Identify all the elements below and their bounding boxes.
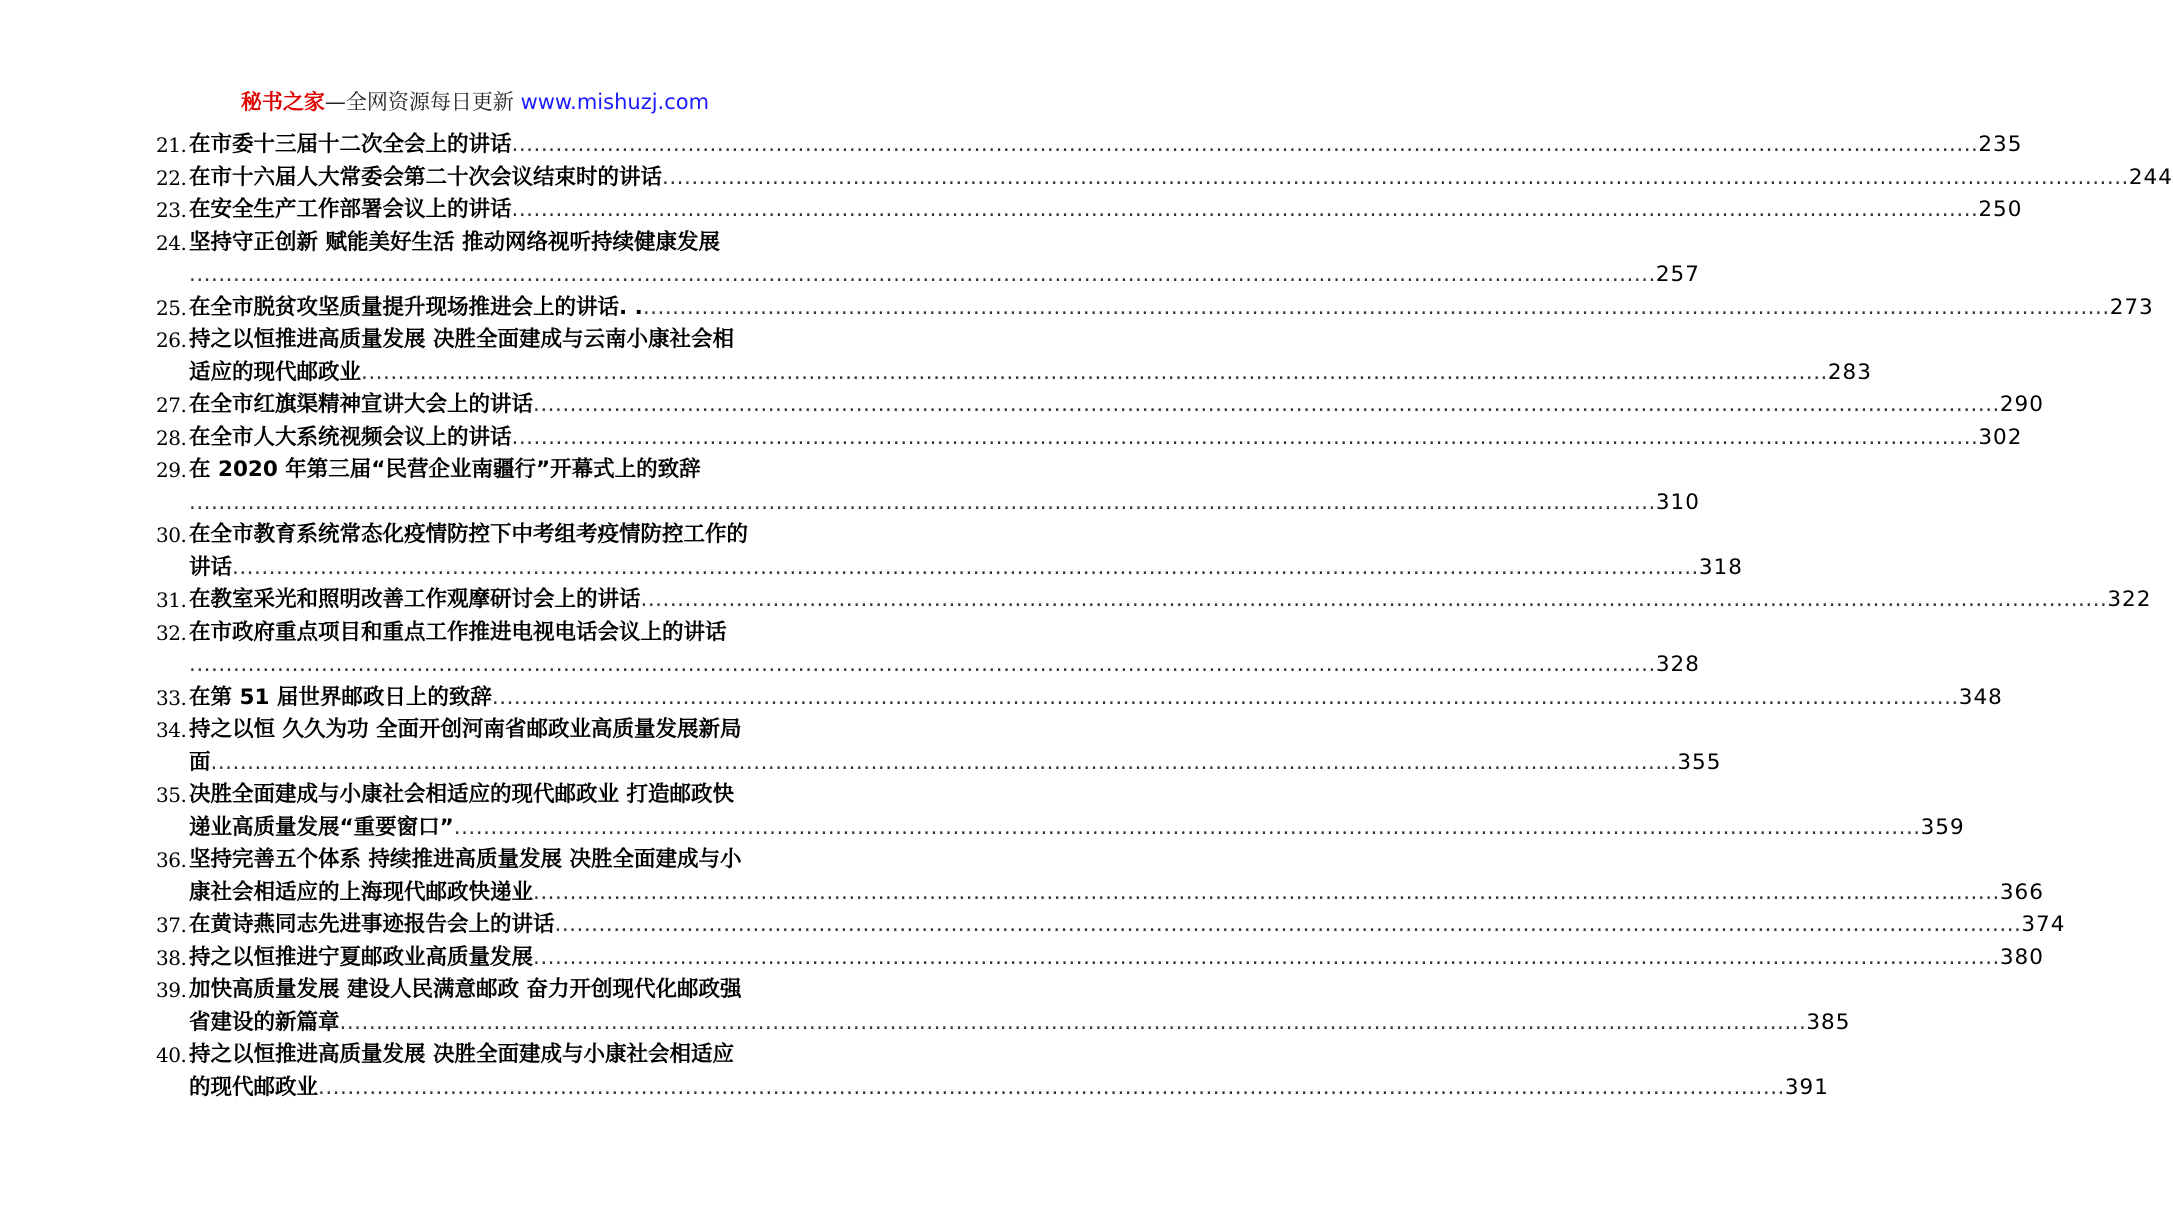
toc-entry-title: 坚持守正创新 赋能美好生活 推动网络视听持续健康发展 xyxy=(189,229,720,255)
toc-dot-leader: ........................................................................................................................................................................................................ xyxy=(189,262,1656,287)
toc-entry[interactable] xyxy=(0,129,2023,162)
toc-page-number: 244 xyxy=(2128,164,2173,190)
toc-entry-number: 22. xyxy=(156,165,187,190)
toc-entry-number: 21. xyxy=(156,133,187,157)
toc-entry-title-line xyxy=(189,519,757,552)
toc-entry-last-line xyxy=(189,649,1700,682)
toc-entry-title: 在全市脱贫攻坚质量提升现场推进会上的讲话. . xyxy=(189,294,643,320)
header-brand: 秘书之家 xyxy=(240,90,325,114)
toc-entry-number: 35. xyxy=(156,783,187,807)
toc-entry-title-line xyxy=(189,714,757,747)
toc-entry-last-line xyxy=(189,1007,1851,1040)
toc-page-number: 328 xyxy=(1655,652,1700,677)
toc-dot-leader: ........................................................................................................................................................................................................ xyxy=(491,684,1959,710)
toc-entry-last-line xyxy=(189,292,2154,325)
toc-entry-title-line xyxy=(189,1039,757,1072)
toc-dot-leader: ........................................................................................................................................................................................................ xyxy=(511,132,1979,157)
toc-dot-leader: ........................................................................................................................................................................................................ xyxy=(533,944,2000,970)
toc-page-number: 366 xyxy=(1999,879,2044,905)
toc-entry-title-line xyxy=(189,227,757,260)
toc-dot-leader: ........................................................................................................................................................................................................ xyxy=(642,294,2110,320)
toc-entry[interactable] xyxy=(0,454,1700,519)
toc-entry-title: 省建设的新篇章 xyxy=(189,1009,340,1035)
toc-entry-title-line xyxy=(189,617,757,650)
toc-entry-last-line xyxy=(189,389,2044,422)
toc-entry-number: 36. xyxy=(156,848,187,872)
toc-entry-last-line xyxy=(189,357,1872,390)
toc-dot-leader: ........................................................................................................................................................................................................ xyxy=(662,164,2129,190)
toc-entry-last-line xyxy=(189,487,1700,520)
toc-entry-number: 23. xyxy=(156,198,187,222)
toc-entry[interactable] xyxy=(0,714,1722,779)
toc-entry[interactable] xyxy=(0,584,2152,617)
toc-entry-number: 39. xyxy=(156,978,187,1002)
toc-entry-last-line xyxy=(189,584,2152,617)
toc-entry-number: 27. xyxy=(156,393,187,417)
toc-entry-number: 40. xyxy=(156,1043,187,1067)
page-header xyxy=(0,88,950,116)
toc-entry-last-line xyxy=(189,422,2023,455)
toc-entry-number: 28. xyxy=(156,425,187,450)
toc-page-number: 273 xyxy=(2109,294,2154,320)
toc-entry-title: 递业高质量发展“重要窗口” xyxy=(189,814,454,840)
toc-entry[interactable] xyxy=(0,844,2044,909)
toc-entry-number: 38. xyxy=(156,945,187,970)
toc-dot-leader: ........................................................................................................................................................................................................ xyxy=(210,749,1678,775)
toc-page-number: 318 xyxy=(1698,554,1743,580)
toc-entry-last-line xyxy=(189,129,2023,162)
toc-entry-number: 31. xyxy=(156,588,187,612)
toc-entry-last-line xyxy=(189,942,2044,975)
toc-entry-last-line xyxy=(189,909,2066,942)
toc-page-number: 355 xyxy=(1677,749,1722,775)
toc-dot-leader: ........................................................................................................................................................................................................ xyxy=(511,197,1979,222)
toc-page-number: 250 xyxy=(1978,197,2023,222)
toc-entry-number: 29. xyxy=(156,458,187,482)
table-of-contents xyxy=(0,129,2173,1104)
toc-entry[interactable] xyxy=(0,1039,1829,1104)
toc-entry-number: 26. xyxy=(156,328,187,352)
toc-entry-title-line xyxy=(189,844,757,877)
toc-entry-last-line xyxy=(189,1072,1829,1105)
toc-entry[interactable] xyxy=(0,617,1700,682)
toc-entry[interactable] xyxy=(0,227,1700,292)
toc-entry-number: 34. xyxy=(156,718,187,742)
toc-entry-title: 决胜全面建成与小康社会相适应的现代邮政业 打造邮政快 xyxy=(189,782,734,807)
toc-page-number: 283 xyxy=(1827,359,1872,385)
toc-page-number: 380 xyxy=(1999,944,2044,970)
toc-entry-title: 持之以恒推进高质量发展 决胜全面建成与云南小康社会相 xyxy=(189,327,734,352)
toc-dot-leader: ........................................................................................................................................................................................................ xyxy=(554,912,2022,937)
toc-page-number: 257 xyxy=(1655,262,1700,287)
toc-entry-number: 32. xyxy=(156,620,187,645)
toc-entry[interactable] xyxy=(0,519,1743,584)
toc-dot-leader: ........................................................................................................................................................................................................ xyxy=(339,1009,1807,1035)
toc-entry-title-line xyxy=(189,779,757,812)
toc-entry-title-line xyxy=(189,324,757,357)
toc-entry[interactable] xyxy=(0,324,1872,389)
toc-entry-title: 适应的现代邮政业 xyxy=(189,359,362,385)
toc-entry[interactable] xyxy=(0,194,2023,227)
toc-page-number: 235 xyxy=(1978,132,2023,157)
toc-entry-title: 在 2020 年第三届“民营企业南疆行”开幕式上的致辞 xyxy=(189,457,701,482)
toc-entry-title: 在第 51 届世界邮政日上的致辞 xyxy=(189,684,492,710)
toc-dot-leader: ........................................................................................................................................................................................................ xyxy=(640,587,2108,612)
toc-dot-leader: ........................................................................................................................................................................................................ xyxy=(511,424,1979,450)
toc-entry[interactable] xyxy=(0,974,1851,1039)
toc-entry-number: 37. xyxy=(156,913,187,937)
toc-entry[interactable] xyxy=(0,779,1965,844)
toc-page-number: 290 xyxy=(1999,392,2044,417)
toc-entry[interactable] xyxy=(0,909,2066,942)
toc-entry-title: 的现代邮政业 xyxy=(189,1074,319,1100)
toc-entry-title: 在黄诗燕同志先进事迹报告会上的讲话 xyxy=(189,912,555,937)
toc-page-number: 348 xyxy=(1958,684,2003,710)
toc-entry-title: 在市十六届人大常委会第二十次会议结束时的讲话 xyxy=(189,164,663,190)
toc-entry-title: 持之以恒推进宁夏邮政业高质量发展 xyxy=(189,944,534,970)
toc-entry-last-line xyxy=(189,682,2003,715)
toc-entry-title: 在全市人大系统视频会议上的讲话 xyxy=(189,424,512,450)
toc-entry-title: 持之以恒推进高质量发展 决胜全面建成与小康社会相适应 xyxy=(189,1042,734,1067)
header-url[interactable]: www.mishuzj.com xyxy=(520,90,710,114)
toc-entry[interactable] xyxy=(0,942,2044,975)
toc-entry-title: 讲话 xyxy=(189,554,233,580)
toc-entry-title: 面 xyxy=(189,749,211,775)
toc-dot-leader: ........................................................................................................................................................................................................ xyxy=(232,554,1699,580)
toc-entry-number: 33. xyxy=(156,685,187,710)
toc-dot-leader: ........................................................................................................................................................................................................ xyxy=(453,814,1921,840)
toc-entry-title-line xyxy=(189,974,757,1007)
toc-dot-leader: ........................................................................................................................................................................................................ xyxy=(533,392,2000,417)
toc-entry-last-line xyxy=(189,552,1743,585)
toc-entry-title: 在市委十三届十二次全会上的讲话 xyxy=(189,132,512,157)
toc-entry-last-line xyxy=(189,194,2023,227)
toc-entry-last-line xyxy=(189,877,2044,910)
toc-entry-title: 持之以恒 久久为功 全面开创河南省邮政业高质量发展新局 xyxy=(189,717,742,742)
header-slogan: 全网资源每日更新 xyxy=(345,90,521,114)
toc-entry-number: 25. xyxy=(156,295,187,320)
toc-entry-title: 在全市教育系统常态化疫情防控下中考组考疫情防控工作的 xyxy=(189,522,749,547)
toc-entry-number: 24. xyxy=(156,230,187,255)
toc-entry[interactable] xyxy=(0,162,2173,195)
toc-entry-title: 在教室采光和照明改善工作观摩研讨会上的讲话 xyxy=(189,587,641,612)
toc-entry-title: 康社会相适应的上海现代邮政快递业 xyxy=(189,879,534,905)
toc-dot-leader: ........................................................................................................................................................................................................ xyxy=(189,652,1656,677)
toc-entry-last-line xyxy=(189,162,2173,195)
toc-page-number: 374 xyxy=(2021,912,2066,937)
toc-page-number: 391 xyxy=(1784,1074,1829,1100)
toc-entry-title: 坚持完善五个体系 持续推进高质量发展 决胜全面建成与小 xyxy=(189,847,742,872)
toc-entry-last-line xyxy=(189,747,1722,780)
toc-dot-leader: ........................................................................................................................................................................................................ xyxy=(533,879,2000,905)
toc-entry-last-line xyxy=(189,259,1700,292)
toc-page-number: 385 xyxy=(1806,1009,1851,1035)
toc-page-number: 302 xyxy=(1978,424,2023,450)
toc-dot-leader: ........................................................................................................................................................................................................ xyxy=(361,359,1828,385)
toc-page-number: 359 xyxy=(1920,814,1965,840)
toc-entry-title: 在全市红旗渠精神宣讲大会上的讲话 xyxy=(189,392,534,417)
toc-entry-title-line xyxy=(189,454,757,487)
toc-entry-title: 在市政府重点项目和重点工作推进电视电话会议上的讲话 xyxy=(189,619,727,645)
toc-entry[interactable] xyxy=(0,389,2044,422)
toc-entry-title: 在安全生产工作部署会议上的讲话 xyxy=(189,197,512,222)
toc-entry[interactable] xyxy=(0,682,2003,715)
header-dash: — xyxy=(324,90,346,114)
toc-entry-number: 30. xyxy=(156,523,187,547)
toc-entry[interactable] xyxy=(0,292,2154,325)
toc-dot-leader: ........................................................................................................................................................................................................ xyxy=(318,1074,1785,1100)
toc-page-number: 310 xyxy=(1655,489,1700,515)
toc-page-number: 322 xyxy=(2107,587,2152,612)
toc-entry-last-line xyxy=(189,812,1965,845)
toc-entry-title: 加快高质量发展 建设人民满意邮政 奋力开创现代化邮政强 xyxy=(189,977,742,1002)
toc-dot-leader: ........................................................................................................................................................................................................ xyxy=(189,489,1656,515)
toc-entry[interactable] xyxy=(0,422,2023,455)
